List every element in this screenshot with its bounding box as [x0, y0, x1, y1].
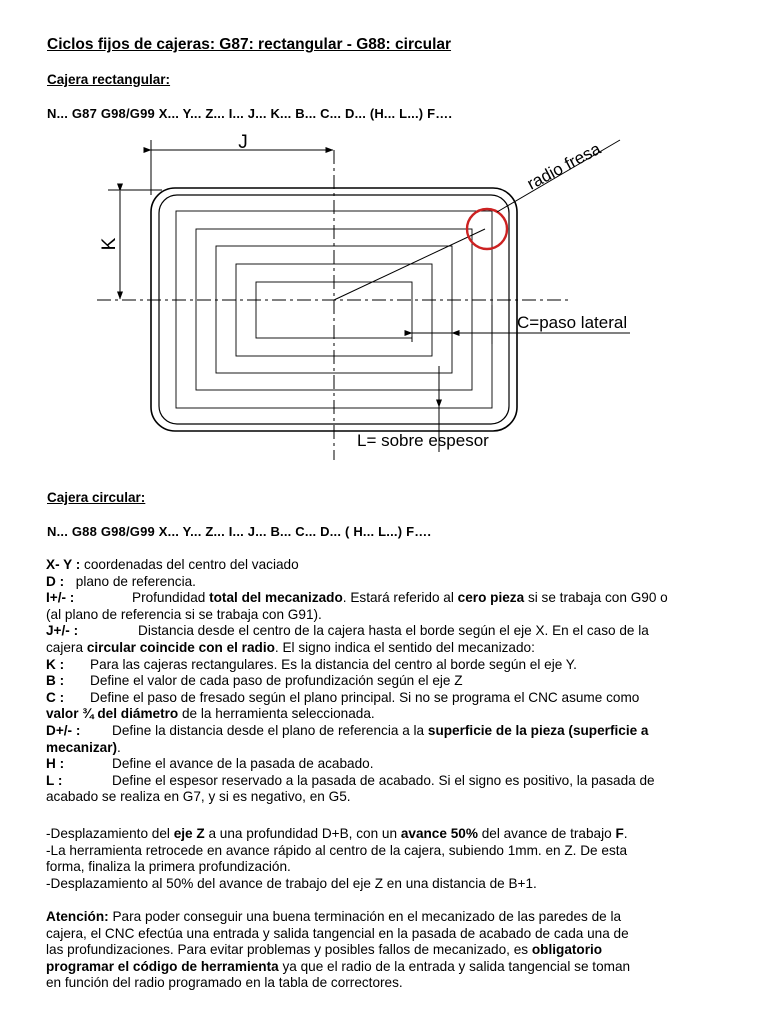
param-i: I+/- : Profundidad total del mecanizado. Estará referido al cero pieza si se trabaja con G90 o	[46, 590, 668, 606]
parameter-list	[46, 557, 736, 806]
param-k: K : Para las cajeras rectangulares. Es la distancia del centro al borde según el eje Y.	[46, 656, 577, 672]
tool-radius-circle	[467, 209, 507, 249]
rect-heading: Cajera rectangular:	[47, 72, 171, 87]
param-d: D : plano de referencia.	[46, 573, 196, 589]
param-j-cont: cajera circular coincide con el radio. El signo indica el sentido del mecanizado:	[46, 639, 535, 655]
param-c: C : Define el paso de fresado según el plano principal. Si no se programa el CNC asume como	[46, 689, 640, 705]
step-3: -Desplazamiento al 50% del avance de trabajo del eje Z en una distancia de B+1.	[46, 875, 537, 891]
param-b: B : Define el valor de cada paso de profundización según el eje Z	[46, 673, 463, 689]
radius-line	[334, 229, 485, 300]
param-c-cont: valor ¾ del diámetro de la herramienta seleccionada.	[46, 706, 375, 722]
page-title: Ciclos fijos de cajeras: G87: rectangular - G88: circular	[47, 36, 452, 53]
label-l: L= sobre espesor	[357, 431, 489, 450]
step-1: -Desplazamiento del eje Z a una profundidad D+B, con un avance 50% del avance de trabajo F.	[46, 826, 628, 841]
circ-syntax: N... G88 G98/G99 X... Y... Z... I... J... B... C... D... ( H... L...) F….	[47, 524, 432, 539]
attention-label: Atención:	[46, 909, 109, 924]
param-l: L : Define el espesor reservado a la pasada de acabado. Si el signo es positivo, la pasada de	[46, 772, 655, 788]
pocket-diagram	[0, 0, 768, 470]
param-h: H : Define el avance de la pasada de acabado.	[46, 756, 374, 772]
circ-heading: Cajera circular:	[47, 490, 146, 505]
cycle-steps	[46, 826, 736, 892]
step-2: -La herramienta retrocede en avance rápido al centro de la cajera, subiendo 1mm. en Z. De esta	[46, 842, 628, 858]
rect-syntax: N... G87 G98/G99 X... Y... Z... I... J... K... B... C... D... (H... L...) F….	[47, 106, 453, 121]
label-k: K	[99, 237, 120, 251]
param-j: J+/- : Distancia desde el centro de la cajera hasta el borde según el eje X. En el caso de la	[46, 623, 649, 639]
param-dpm: D+/- : Define la distancia desde el plano de referencia a la superficie de la pieza (superficie a	[46, 722, 649, 738]
label-radio-fresa: radio fresa	[523, 139, 604, 194]
param-xy: X- Y : coordenadas del centro del vaciado	[46, 557, 299, 572]
param-l-cont: acabado se realiza en G7, y si es negativo, en G5.	[46, 789, 351, 805]
attention-note: Atención: Para poder conseguir una buena terminación en el mecanizado de las paredes de la cajera, el CNC efectúa una entrada y salida tangencial en la pasada de acabado de cada una de las profundizaciones. Para evitar problemas y posibles fallos de mecanizado, es obligatorio programar el código de herramienta ya que el radio de la entrada y salida tangencial se toman en función del radio programado en la tabla de correctores.	[46, 909, 631, 991]
label-j: J	[238, 132, 248, 153]
step-2-cont: forma, finaliza la primera profundización.	[46, 859, 291, 875]
param-dpm-cont: mecanizar).	[46, 739, 121, 755]
label-c: C=paso lateral	[517, 313, 628, 332]
param-i-cont: (al plano de referencia si se trabaja con G91).	[46, 606, 322, 622]
